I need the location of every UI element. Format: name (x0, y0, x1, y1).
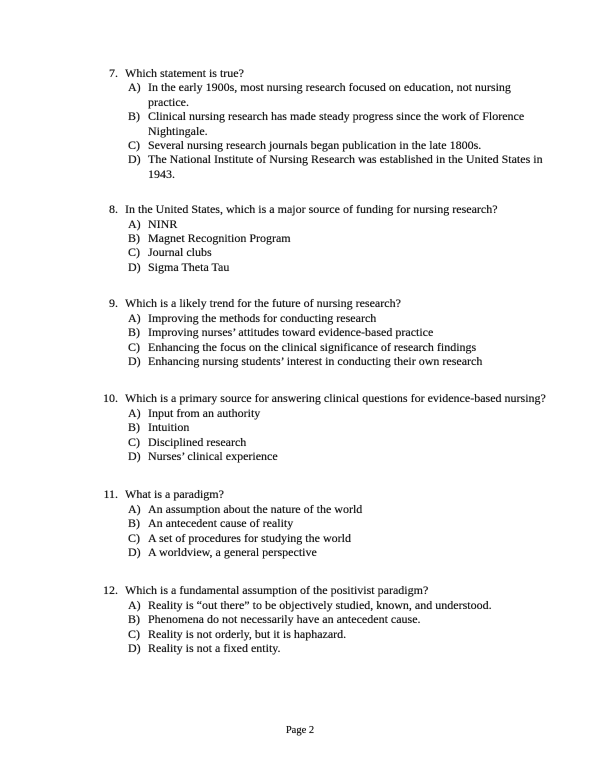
option-text: Several nursing research journals began publication in the late 1800s. (148, 138, 482, 153)
question-block (99, 391, 600, 463)
option-letter: A) (128, 310, 141, 325)
answer-option (125, 217, 585, 231)
option-letter: B) (128, 420, 140, 435)
option-text: Nurses’ clinical experience (148, 448, 278, 463)
option-letter: D) (128, 353, 141, 368)
option-text: Sigma Theta Tau (148, 259, 230, 274)
question-number: 8. (109, 202, 118, 217)
option-text: NINR (148, 216, 178, 231)
answer-option (125, 80, 585, 109)
question-number: 11. (103, 487, 118, 502)
option-letter: B) (128, 612, 140, 627)
answer-option (125, 435, 585, 449)
option-letter: D) (128, 641, 141, 655)
question-block (99, 583, 600, 655)
options-list (125, 406, 585, 464)
option-text: The National Institute of Nursing Research was established in the United States in 1943. (148, 152, 543, 181)
option-letter: D) (128, 448, 141, 463)
answer-option (125, 325, 585, 339)
question-number: 10. (103, 391, 118, 406)
page-footer (0, 724, 600, 737)
option-letter: C) (128, 339, 140, 354)
option-text: Improving the methods for conducting research (148, 310, 377, 325)
answer-option (125, 516, 585, 530)
question-text: Which is a fundamental assumption of the positivist paradigm? (125, 583, 429, 598)
option-text: Intuition (148, 420, 190, 435)
option-letter: D) (128, 259, 141, 274)
answer-option (125, 260, 585, 274)
option-text: Reality is not orderly, but it is haphazard. (148, 626, 347, 641)
question-body (125, 202, 585, 274)
answer-option (125, 449, 585, 463)
option-letter: A) (128, 216, 141, 231)
answer-option (125, 612, 585, 626)
answer-option (125, 231, 585, 245)
option-letter: A) (128, 501, 141, 516)
question-body (125, 391, 585, 463)
options-list (125, 217, 585, 275)
option-text: Reality is not a fixed entity. (148, 641, 281, 655)
option-text: Input from an authority (148, 405, 261, 420)
question-body (125, 487, 585, 559)
option-letter: D) (128, 544, 141, 559)
option-text: An antecedent cause of reality (148, 516, 294, 531)
option-letter: C) (128, 138, 140, 153)
options-list (125, 311, 585, 369)
answer-option (125, 502, 585, 516)
question-body (125, 296, 585, 368)
question-text: Which is a primary source for answering clinical questions for evidence-based nursing? (125, 391, 546, 406)
answer-option (125, 245, 585, 259)
option-letter: B) (128, 516, 140, 531)
option-text: In the early 1900s, most nursing research focused on education, not nursing practice. (148, 80, 511, 109)
question-number: 7. (109, 66, 118, 80)
option-letter: C) (128, 434, 140, 449)
question-number: 12. (103, 583, 118, 598)
answer-option (125, 627, 585, 641)
answer-option (125, 406, 585, 420)
answer-option (125, 152, 585, 181)
option-text: Clinical nursing research has made steady progress since the work of Florence Nightingale. (148, 109, 525, 138)
question-block (99, 202, 600, 274)
option-text: Improving nurses’ attitudes toward evidence-based practice (148, 325, 434, 340)
answer-option (125, 641, 585, 655)
answer-option (125, 138, 585, 152)
answer-option (125, 340, 585, 354)
question-body (125, 583, 585, 655)
question-body (125, 66, 585, 181)
question-block (99, 66, 600, 181)
option-letter: D) (128, 152, 141, 167)
answer-option (125, 354, 585, 368)
answer-option (125, 420, 585, 434)
option-letter: B) (128, 325, 140, 340)
question-number: 9. (109, 296, 118, 311)
options-list (125, 80, 585, 181)
option-text: Enhancing nursing students’ interest in conducting their own research (148, 353, 483, 368)
question-block (99, 487, 600, 559)
option-letter: A) (128, 80, 141, 95)
option-text: Phenomena do not necessarily have an antecedent cause. (148, 612, 421, 627)
questions-container (99, 66, 600, 655)
question-text: In the United States, which is a major source of funding for nursing research? (125, 202, 498, 217)
option-letter: C) (128, 626, 140, 641)
question-block (99, 296, 600, 368)
answer-option (125, 545, 585, 559)
option-text: Enhancing the focus on the clinical significance of research findings (148, 339, 477, 354)
question-text: Which statement is true? (125, 66, 244, 80)
option-letter: B) (128, 231, 140, 246)
option-text: A worldview, a general perspective (148, 544, 317, 559)
option-letter: A) (128, 597, 141, 612)
answer-option (125, 109, 585, 138)
page-number: Page 2 (285, 725, 315, 736)
option-letter: B) (128, 109, 140, 124)
answer-option (125, 598, 585, 612)
option-text: Reality is “out there” to be objectively studied, known, and understood. (148, 597, 492, 612)
option-letter: C) (128, 245, 140, 260)
question-text: Which is a likely trend for the future of nursing research? (125, 296, 401, 311)
option-text: An assumption about the nature of the world (148, 501, 363, 516)
option-letter: C) (128, 530, 140, 545)
option-text: Journal clubs (148, 245, 212, 260)
option-letter: A) (128, 405, 141, 420)
option-text: Disciplined research (148, 434, 247, 449)
options-list (125, 598, 585, 656)
option-text: A set of procedures for studying the world (148, 530, 351, 545)
option-text: Magnet Recognition Program (148, 231, 291, 246)
answer-option (125, 531, 585, 545)
options-list (125, 502, 585, 560)
question-text: What is a paradigm? (125, 487, 224, 502)
answer-option (125, 311, 585, 325)
